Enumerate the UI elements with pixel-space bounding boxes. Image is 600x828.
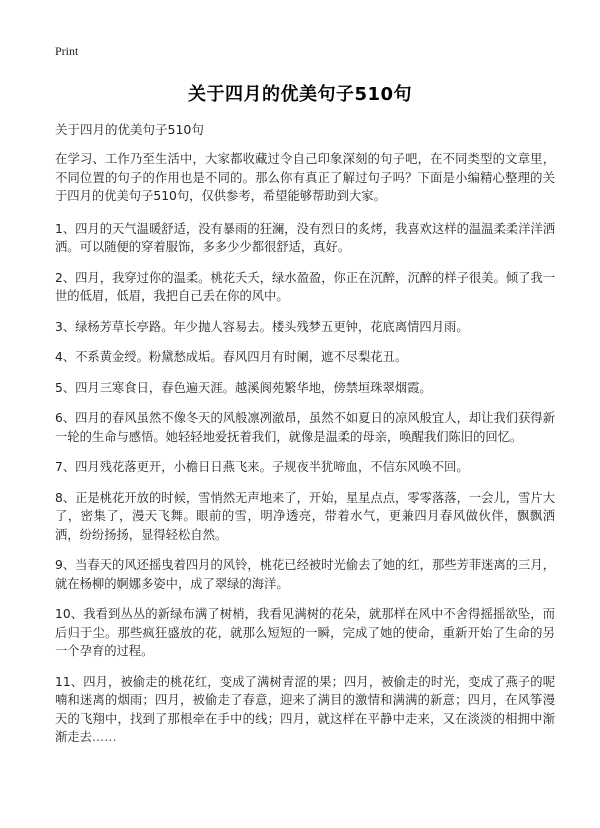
list-item: 9、当春天的风还摇曳着四月的风铃，桃花已经被时光偷去了她的红，那些芳菲迷离的三月，就在杨柳的婀娜多姿中，成了翠绿的海洋。	[55, 558, 555, 591]
print-link[interactable]: Print	[55, 44, 79, 58]
page-title: 关于四月的优美句子510句	[187, 84, 413, 105]
document-subtitle: 关于四月的优美句子510句	[55, 122, 204, 137]
document-body	[55, 150, 555, 759]
list-item: 3、绿杨芳草长亭路。年少抛人容易去。楼头残梦五更钟，花底离情四月雨。	[55, 319, 469, 334]
list-item: 7、四月残花落更开，小檐日日燕飞来。子规夜半犹啼血，不信东风唤不回。	[55, 460, 469, 474]
ellipsis: ……	[91, 730, 117, 744]
last-item-text: 11、四月，被偷走的桃花红，变成了满树青涩的果；四月，被偷走的时光，变成了燕子的呢喃和迷离的烟雨；四月，被偷走了春意，迎来了满目的激情和满满的新意；四月，在风筝漫天的飞翔中，找到了那根牵在手中的线；四月，就这样在平静中走来，又在淡淡的相拥中渐渐走去	[55, 674, 555, 744]
list-item: 8、正是桃花开放的时候，雪悄然无声地来了，开始，星星点点，零零落落，一会儿，雪片大了，密集了，漫天飞舞。眼前的雪，明净透亮，带着水气，更兼四月春风做伙伴，飘飘洒洒，纷纷扬扬，显得轻松自然。	[55, 490, 555, 542]
list-item: 2、四月，我穿过你的温柔。桃花夭夭，绿水盈盈，你正在沉醉，沉醉的样子很美。倾了我一世的低眉，低眉，我把自己丢在你的风中。	[55, 270, 555, 303]
list-item-last	[55, 673, 555, 747]
intro-paragraph: 在学习、工作乃至生活中，大家都收藏过令自己印象深刻的句子吧，在不同类型的文章里，不同位置的句子的作用也是不同的。那么你有真正了解过句子吗？下面是小编精心整理的关于四月的优美句子510句，仅供参考，希望能够帮助到大家。	[55, 152, 555, 203]
list-item: 10、我看到丛丛的新绿布满了树梢，我看见满树的花朵，就那样在风中不舍得摇摇欲坠，而后归于尘。那些疯狂盛放的花，就那么短短的一瞬，完成了她的使命，重新开始了生命的另一个孕育的过程。	[55, 607, 555, 658]
list-item: 1、四月的天气温暖舒适，没有暴雨的狂澜，没有烈日的炙烤，我喜欢这样的温温柔柔洋洋洒洒。可以随便的穿着服饰，多多少少都很舒适，真好。	[55, 221, 555, 254]
list-item: 5、四月三寒食日，春色遍天涯。越溪阆苑繁华地，傍禁垣珠翠烟霞。	[55, 380, 432, 395]
list-item: 4、不系黄金绶。粉黛愁成垢。春风四月有时阑，遮不尽梨花丑。	[55, 350, 408, 364]
list-item: 6、四月的春风虽然不像冬天的风般凛冽澈昂，虽然不如夏日的凉风般宜人，却让我们获得新一轮的生命与感悟。她轻轻地爱抚着我们，就像是温柔的母亲，唤醒我们陈旧的回忆。	[55, 411, 555, 444]
